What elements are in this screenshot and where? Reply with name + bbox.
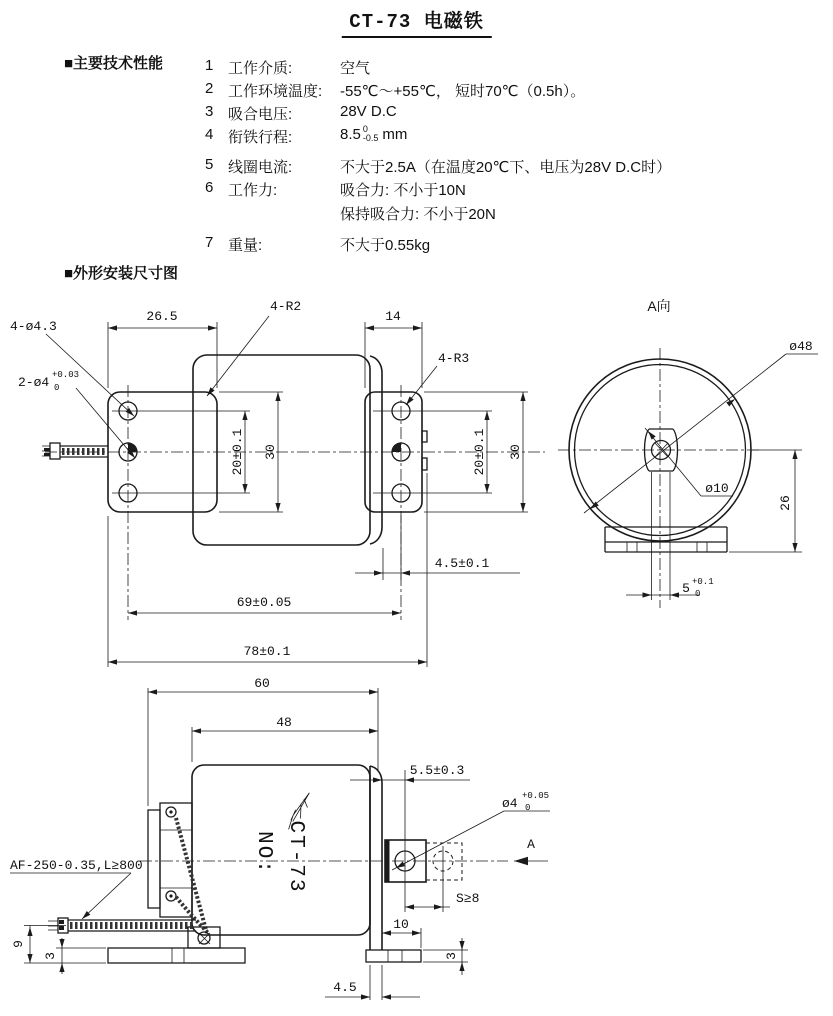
spec-label: 工作介质:	[228, 60, 293, 77]
spec-label: 工作力:	[228, 182, 278, 199]
spec-row	[205, 156, 671, 177]
spec-row	[205, 80, 585, 101]
dim-center-height: 26	[778, 495, 793, 511]
front-view	[10, 299, 545, 667]
section-heading-specs: ■主要技术性能	[64, 55, 164, 72]
spec-value: 不大于0.55kg	[340, 237, 431, 254]
coil-flange	[148, 803, 192, 917]
dimension-drawing	[0, 286, 833, 1016]
spec-value: 吸合力: 不小于10N	[340, 182, 466, 199]
spec-label: 工作环境温度:	[228, 83, 323, 100]
dim-plate-offset: 4.5±0.1	[434, 556, 490, 571]
dim-plate-height-left: 30	[263, 444, 278, 460]
spec-num: 3	[205, 103, 214, 120]
pin-tolerance-lower: 0	[54, 383, 60, 393]
dim-wire-height: 9	[11, 940, 26, 948]
side-view	[10, 676, 550, 1000]
unit-label: mm	[382, 126, 408, 143]
label-mount-holes: 4-ø4.3	[10, 319, 57, 334]
spec-label: 线圈电流:	[228, 159, 293, 176]
slot-tolerance-lower: 0	[695, 589, 701, 599]
dim-overall-width: 78±0.1	[243, 644, 291, 659]
base-plate	[108, 927, 245, 963]
dim-overall-length: 60	[254, 676, 270, 691]
lead-wire	[48, 918, 196, 933]
dim-slot-width: 5	[682, 581, 690, 596]
spec-value: 28V D.C	[340, 103, 397, 120]
view-direction-arrow	[514, 857, 528, 865]
view-a-title: A向	[647, 298, 671, 314]
spec-num: 1	[205, 57, 214, 74]
terminal-wire	[176, 818, 206, 930]
label-wire-spec: AF-250-0.35,L≥800	[10, 858, 143, 873]
dim-foot-width: 10	[393, 917, 409, 932]
dim-plate-thickness: 4.5	[333, 980, 357, 995]
spec-value: 不大于2.5A（在温度20℃下、电压为28V D.C时）	[340, 159, 672, 176]
dim-body-length: 48	[276, 715, 292, 730]
serial-marking: NO:	[252, 831, 275, 875]
page-title: CT-73 电磁铁	[341, 6, 491, 38]
spec-value: 空气	[340, 60, 371, 77]
dim-base-thickness: 3	[43, 952, 58, 960]
dim-corner-radius: 4-R2	[270, 299, 302, 314]
dim-hole-pitch-left: 20±0.1	[230, 428, 245, 476]
dim-mount-pitch: 69±0.05	[236, 595, 292, 610]
spec-num: 5	[205, 156, 214, 173]
spec-row	[205, 57, 370, 78]
base-bracket-end	[605, 527, 727, 552]
dim-armature-hole: ø4	[502, 796, 518, 811]
section-heading-dimensions: ■外形安装尺寸图	[64, 265, 179, 282]
lead-wire	[42, 443, 108, 459]
stroke-value: 8.5	[340, 126, 361, 143]
spec-label: 重量:	[228, 237, 263, 254]
dim-face-offset: 5.5±0.3	[409, 763, 465, 778]
model-marking: CT-73	[284, 820, 307, 894]
dim-plate-height-right: 30	[508, 444, 523, 460]
spec-value	[340, 126, 407, 144]
dim-outer-diameter: ø48	[789, 339, 813, 354]
spec-row	[205, 234, 430, 255]
spec-row	[205, 103, 397, 124]
dim-plate-width: 26.5	[146, 309, 178, 324]
dim-foot-thickness: 3	[444, 952, 459, 960]
slot-tolerance-upper: +0.1	[692, 577, 714, 587]
spec-row	[205, 203, 496, 224]
dim-right-corner-radius: 4-R3	[438, 351, 470, 366]
tolerance-lower: -0.5	[362, 133, 379, 144]
spec-value: 保持吸合力: 不小于20N	[340, 206, 496, 223]
spec-num: 4	[205, 126, 214, 143]
spec-value: -55℃～+55℃， 短时70℃（0.5h）。	[340, 83, 586, 100]
hole-tolerance-upper: +0.05	[522, 791, 550, 801]
datum-fill	[392, 443, 401, 452]
dim-stroke-min: S≥8	[456, 891, 480, 906]
spec-num: 6	[205, 179, 214, 196]
datum-fill	[128, 443, 137, 452]
spec-label: 衔铁行程:	[228, 129, 293, 146]
dim-right-plate-width: 14	[385, 309, 401, 324]
pin-tolerance-upper: +0.03	[52, 370, 80, 380]
label-pin-holes: 2-ø4	[18, 375, 50, 390]
spec-num: 7	[205, 234, 214, 251]
view-a	[558, 298, 818, 608]
spec-label: 吸合电压:	[228, 106, 293, 123]
view-direction-label: A	[527, 837, 535, 852]
dim-hub-diameter: ø10	[705, 481, 729, 496]
dim-hole-pitch-right: 20±0.1	[472, 428, 487, 476]
spec-row	[205, 126, 407, 147]
spec-row	[205, 179, 466, 200]
spec-num: 2	[205, 80, 214, 97]
hole-tolerance-lower: 0	[525, 803, 531, 813]
tolerance-upper: 0	[362, 124, 368, 135]
